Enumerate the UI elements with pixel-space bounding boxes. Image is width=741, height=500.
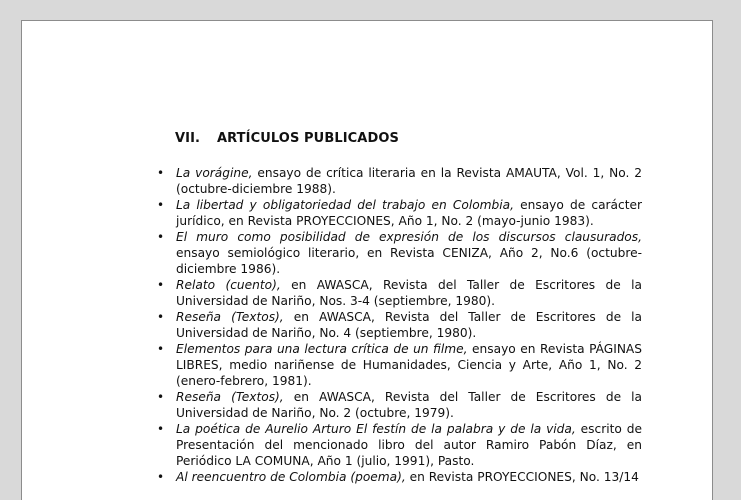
- article-details: en Revista PROYECCIONES, No. 13/14: [405, 470, 639, 484]
- list-item: [157, 229, 642, 277]
- document-page: [21, 20, 713, 500]
- section-number: VII.: [175, 131, 201, 146]
- article-title: Elementos para una lectura crítica de un filme,: [176, 342, 468, 356]
- bullet-icon: •: [157, 422, 165, 436]
- bullet-icon: •: [157, 470, 165, 484]
- article-title: Reseña (Textos),: [176, 390, 284, 404]
- list-item: [157, 309, 642, 341]
- article-details: escrito de Presentación del mencionado libro del autor Ramiro Pabón Díaz, en Periódico LA COMUNA, Año 1 (julio, 1991), Pasto.: [176, 422, 642, 468]
- bullet-icon: •: [157, 198, 165, 212]
- article-details: en AWASCA, Revista del Taller de Escritores de la Universidad de Nariño, Nos. 3-4 (septiembre, 1980).: [176, 278, 642, 308]
- article-title: La vorágine,: [176, 166, 253, 180]
- article-details: ensayo en Revista PÁGINAS LIBRES, medio nariñense de Humanidades, Ciencia y Arte, Año 1, No. 2 (enero-febrero, 1981).: [176, 342, 643, 388]
- article-details: ensayo semiológico literario, en Revista CENIZA, Año 2, No.6 (octubre-diciembre 1986).: [176, 246, 642, 276]
- bullet-icon: •: [157, 342, 165, 356]
- article-title: La poética de Aurelio Arturo El festín de la palabra y de la vida,: [176, 422, 576, 436]
- article-title: Relato (cuento),: [176, 278, 281, 292]
- article-title: Al reencuentro de Colombia (poema),: [176, 470, 406, 484]
- list-item: [157, 277, 642, 309]
- bullet-icon: •: [157, 278, 165, 292]
- bullet-icon: •: [157, 390, 165, 404]
- list-item: [157, 165, 642, 197]
- section-title: ARTÍCULOS PUBLICADOS: [217, 131, 399, 146]
- article-title: Reseña (Textos),: [176, 310, 284, 324]
- list-item: [157, 389, 642, 421]
- list-item: [157, 469, 642, 485]
- list-item: [157, 197, 643, 229]
- bullet-icon: •: [157, 166, 165, 180]
- list-item: [157, 341, 643, 389]
- bullet-icon: •: [157, 230, 165, 244]
- article-title: El muro como posibilidad de expresión de los discursos clausurados,: [176, 230, 642, 244]
- articles-list: [22, 165, 714, 485]
- article-details: ensayo de crítica literaria en la Revista AMAUTA, Vol. 1, No. 2 (octubre-diciembre 1988).: [176, 166, 642, 196]
- article-details: en AWASCA, Revista del Taller de Escritores de la Universidad de Nariño, No. 4 (septiembre, 1980).: [176, 310, 642, 340]
- article-details: ensayo de carácter jurídico, en Revista PROYECCIONES, Año 1, No. 2 (mayo-junio 1983).: [176, 198, 643, 228]
- list-item: [157, 421, 642, 469]
- article-details: en AWASCA, Revista del Taller de Escritores de la Universidad de Nariño, No. 2 (octubre, 1979).: [176, 390, 642, 420]
- article-title: La libertad y obligatoriedad del trabajo en Colombia,: [176, 198, 514, 212]
- bullet-icon: •: [157, 310, 165, 324]
- section-heading: [175, 131, 399, 146]
